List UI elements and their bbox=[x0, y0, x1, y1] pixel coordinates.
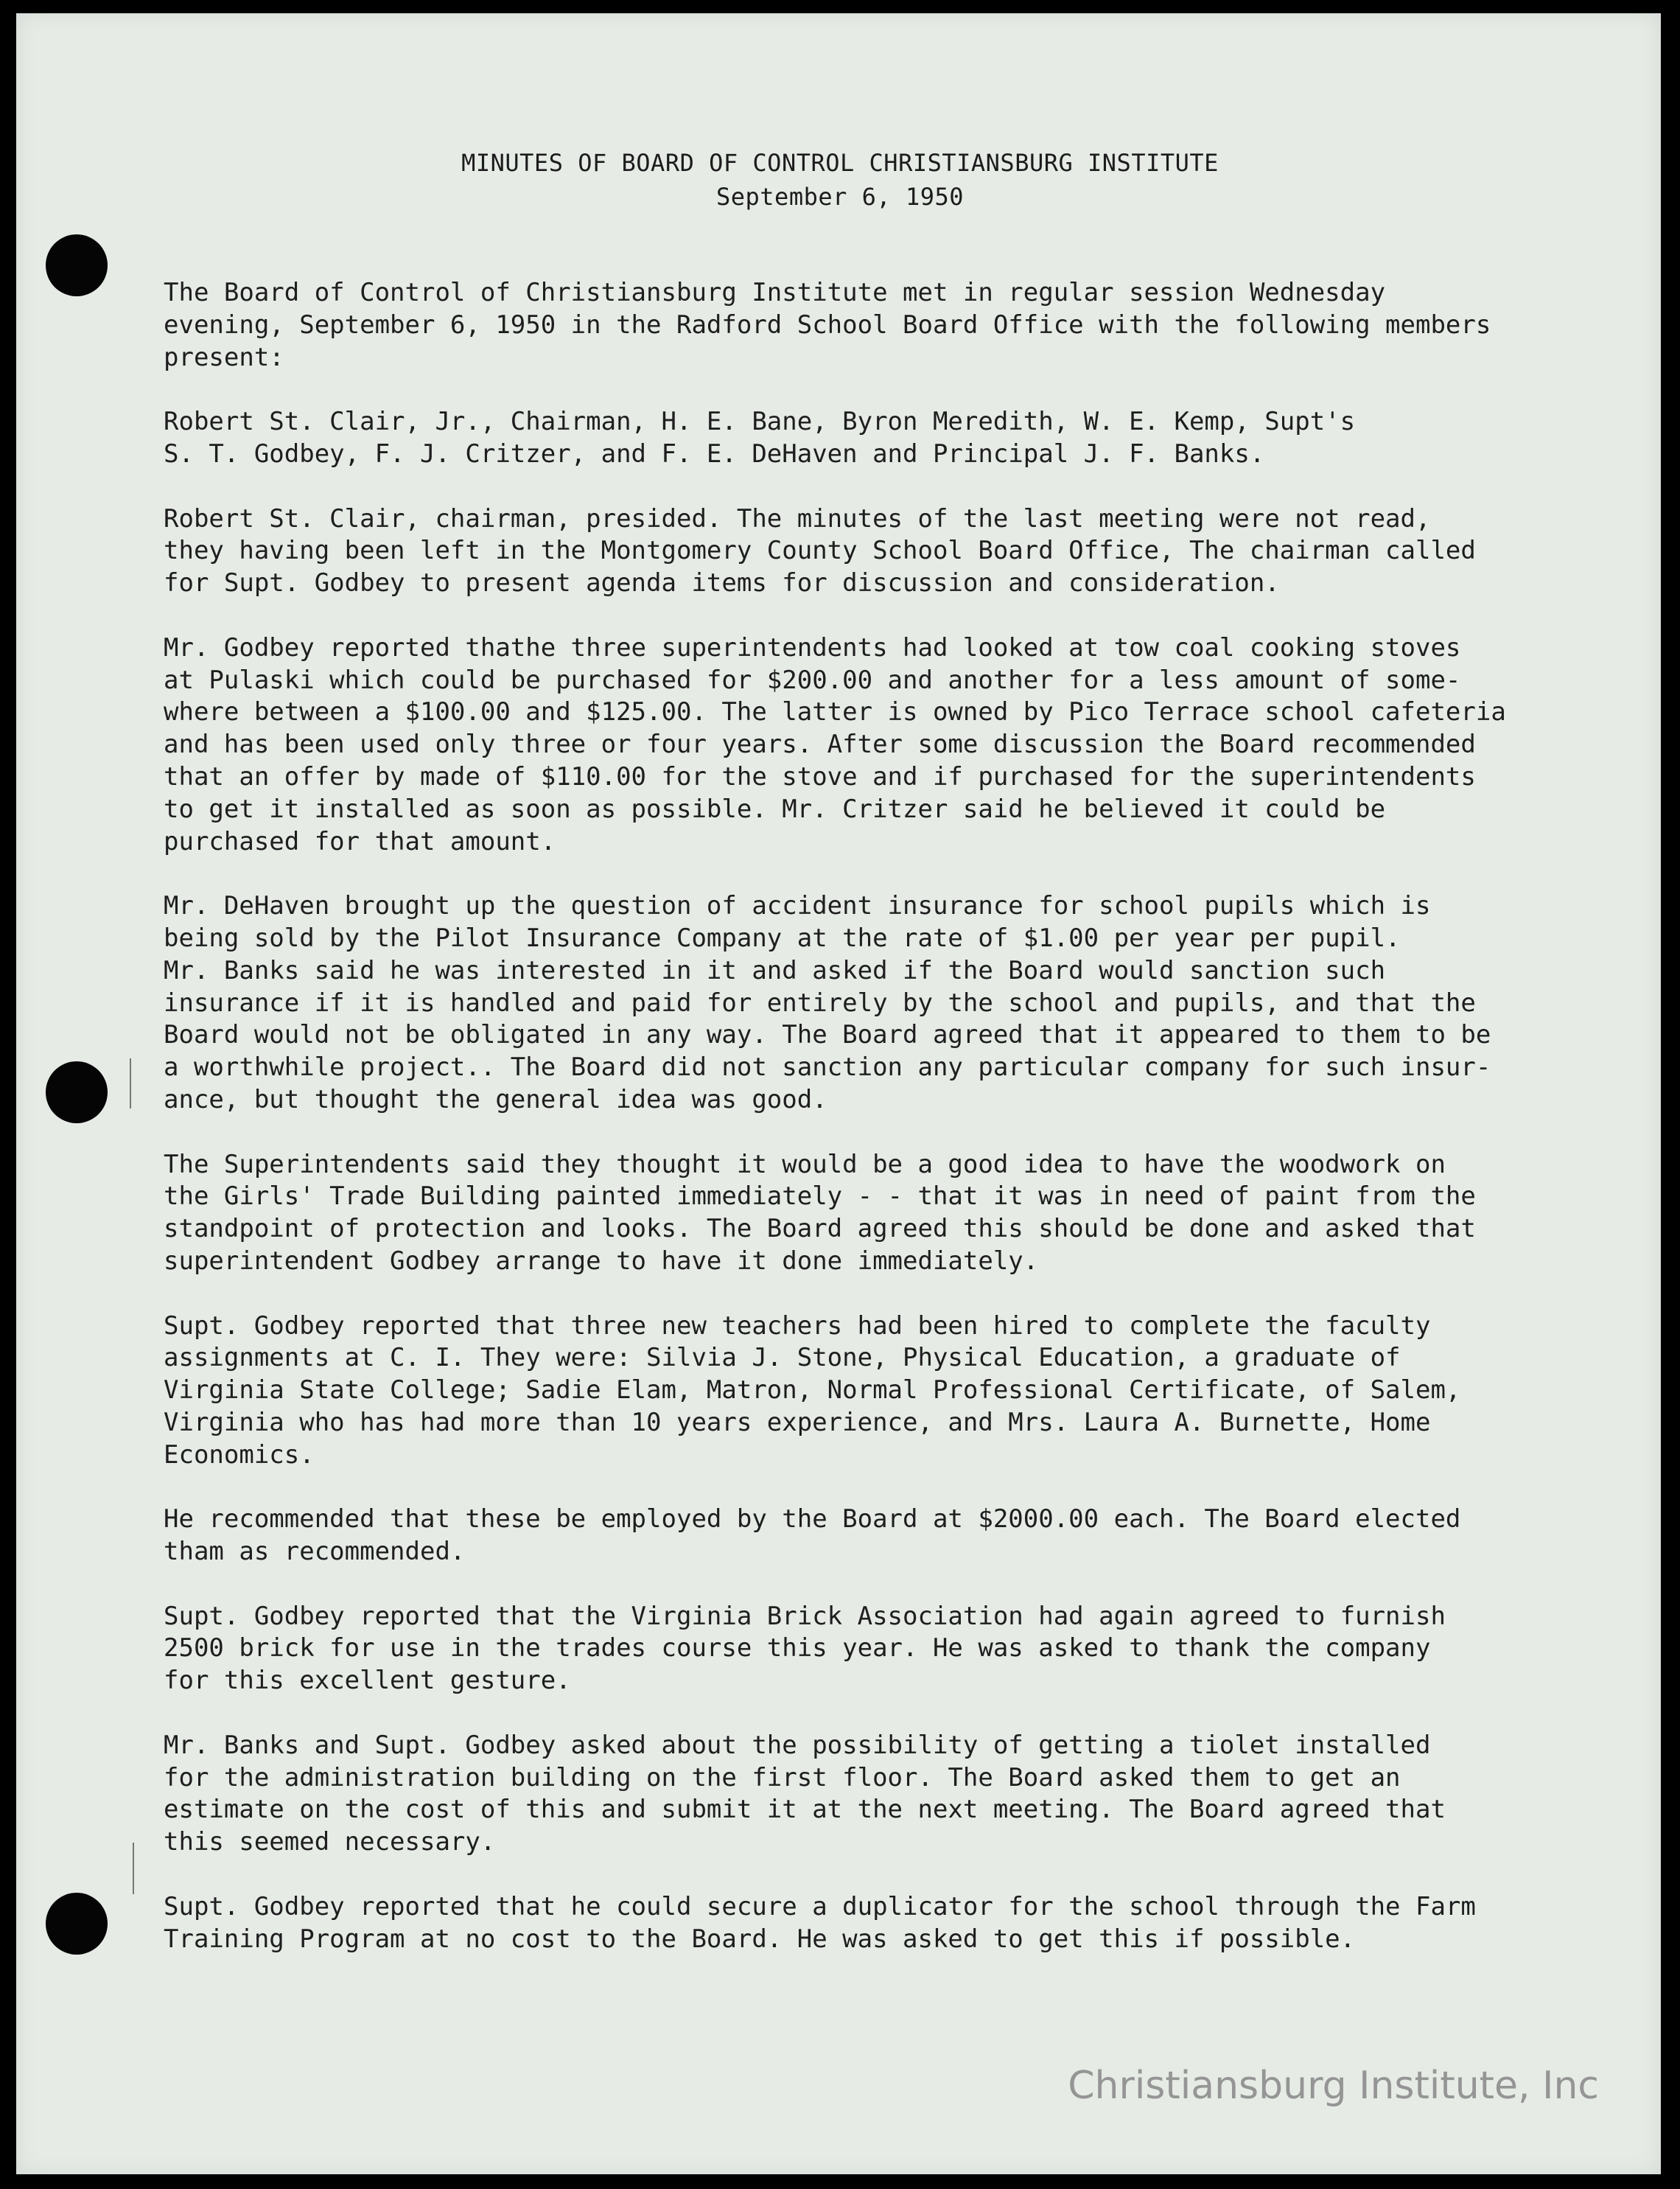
minutes-body bbox=[164, 277, 1608, 1988]
text-line: the Girls' Trade Building painted immediately - - that it was in need of paint from the bbox=[164, 1181, 1476, 1212]
text-line: at Pulaski which could be purchased for $200.00 and another for a less amount of some- bbox=[164, 665, 1461, 695]
text-line: purchased for that amount. bbox=[164, 826, 556, 856]
text-line: standpoint of protection and looks. The Board agreed this should be done and asked that bbox=[164, 1214, 1476, 1244]
text-line: a worthwhile project.. The Board did not sanction any particular company for such insur- bbox=[164, 1052, 1491, 1083]
watermark: Christiansburg Institute, Inc bbox=[1068, 2064, 1599, 2108]
paragraph bbox=[164, 1891, 1608, 1956]
paragraph bbox=[164, 1310, 1608, 1472]
text-line: and has been used only three or four years. After some discussion the Board recommended bbox=[164, 730, 1476, 760]
text-line: Training Program at no cost to the Board. He was asked to get this if possible. bbox=[164, 1924, 1356, 1954]
text-line: where between a $100.00 and $125.00. The latter is owned by Pico Terrace school cafeteria bbox=[164, 697, 1506, 727]
document-title: MINUTES OF BOARD OF CONTROL CHRISTIANSBURG INSTITUTE bbox=[461, 149, 1219, 177]
text-line: Mr. Banks said he was interested in it and asked if the Board would sanction such bbox=[164, 955, 1386, 985]
text-line: this seemed necessary. bbox=[164, 1827, 496, 1857]
text-line: Supt. Godbey reported that three new teachers had been hired to complete the faculty bbox=[164, 1310, 1431, 1341]
text-line: Economics. bbox=[164, 1439, 315, 1470]
paragraph bbox=[164, 1601, 1608, 1697]
text-line: present: bbox=[164, 342, 284, 372]
text-line: He recommended that these be employed by the Board at $2000.00 each. The Board elected bbox=[164, 1504, 1461, 1535]
text-line: 2500 brick for use in the trades course this year. He was asked to thank the company bbox=[164, 1633, 1431, 1663]
text-line: Virginia State College; Sadie Elam, Matron, Normal Professional Certificate, of Salem, bbox=[164, 1375, 1461, 1406]
text-line: Mr. Banks and Supt. Godbey asked about the possibility of getting a tiolet installed bbox=[164, 1730, 1431, 1760]
text-line: that an offer by made of $110.00 for the stove and if purchased for the superintendents bbox=[164, 761, 1476, 792]
text-line: for the administration building on the first floor. The Board asked them to get an bbox=[164, 1762, 1401, 1792]
text-line: evening, September 6, 1950 in the Radford School Board Office with the following members bbox=[164, 310, 1491, 340]
text-line: superintendent Godbey arrange to have it done immediately. bbox=[164, 1246, 1039, 1276]
paragraph bbox=[164, 503, 1608, 600]
text-line: being sold by the Pilot Insurance Company at the rate of $1.00 per year per pupil. bbox=[164, 923, 1401, 953]
text-line: Mr. Godbey reported thathe three superintendents had looked at tow coal cooking stoves bbox=[164, 632, 1461, 663]
text-line: Virginia who has had more than 10 years experience, and Mrs. Laura A. Burnette, Home bbox=[164, 1407, 1431, 1437]
text-line: they having been left in the Montgomery County School Board Office, The chairman called bbox=[164, 536, 1476, 566]
paragraph bbox=[164, 1149, 1608, 1278]
margin-mark bbox=[130, 1058, 131, 1109]
text-line: Supt. Godbey reported that the Virginia Brick Association had again agreed to furnish bbox=[164, 1601, 1446, 1631]
punch-hole-middle bbox=[46, 1061, 108, 1123]
text-line: Robert St. Clair, Jr., Chairman, H. E. Bane, Byron Meredith, W. E. Kemp, Supt's bbox=[164, 407, 1356, 437]
margin-mark bbox=[133, 1843, 134, 1894]
text-line: tham as recommended. bbox=[164, 1537, 466, 1567]
paragraph bbox=[164, 406, 1608, 471]
text-line: The Board of Control of Christiansburg Institute met in regular session Wednesday bbox=[164, 278, 1386, 307]
text-line: insurance if it is handled and paid for entirely by the school and pupils, and that the bbox=[164, 988, 1476, 1018]
text-line: The Superintendents said they thought it would be a good idea to have the woodwork on bbox=[164, 1149, 1446, 1179]
text-line: estimate on the cost of this and submit it at the next meeting. The Board agreed that bbox=[164, 1795, 1446, 1825]
paragraph bbox=[164, 1730, 1608, 1859]
text-line: Board would not be obligated in any way. The Board agreed that it appeared to them to be bbox=[164, 1020, 1491, 1050]
punch-hole-top bbox=[46, 234, 108, 296]
text-line: ance, but thought the general idea was good. bbox=[164, 1084, 827, 1114]
text-line: Supt. Godbey reported that he could secure a duplicator for the school through the Farm bbox=[164, 1891, 1476, 1921]
text-line: for Supt. Godbey to present agenda items for discussion and consideration. bbox=[164, 568, 1280, 598]
text-line: Mr. DeHaven brought up the question of accident insurance for school pupils which is bbox=[164, 891, 1431, 921]
text-line: Robert St. Clair, chairman, presided. The minutes of the last meeting were not read, bbox=[164, 503, 1431, 534]
paragraph bbox=[164, 277, 1608, 374]
text-line: S. T. Godbey, F. J. Critzer, and F. E. DeHaven and Principal J. F. Banks. bbox=[164, 439, 1265, 469]
document-header bbox=[0, 146, 1680, 214]
text-line: for this excellent gesture. bbox=[164, 1666, 571, 1696]
text-line: to get it installed as soon as possible. Mr. Critzer said he believed it could be bbox=[164, 794, 1386, 824]
paragraph bbox=[164, 890, 1608, 1117]
punch-hole-bottom bbox=[46, 1893, 108, 1955]
document-date: September 6, 1950 bbox=[715, 183, 964, 211]
paragraph bbox=[164, 632, 1608, 859]
paragraph bbox=[164, 1504, 1608, 1568]
text-line: assignments at C. I. They were: Silvia J. Stone, Physical Education, a graduate of bbox=[164, 1343, 1401, 1373]
